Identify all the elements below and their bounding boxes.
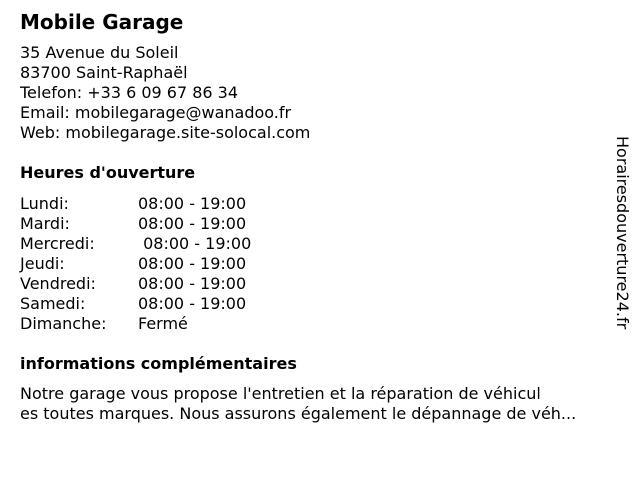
day-hours: 08:00 - 19:00	[138, 294, 247, 313]
email-address: Email: mobilegarage@wanadoo.fr	[20, 103, 292, 122]
opening-hours-heading: Heures d'ouverture	[20, 163, 196, 182]
website: Web: mobilegarage.site-solocal.com	[20, 123, 311, 142]
additional-info-heading: informations complémentaires	[20, 354, 297, 373]
phone-number: Telefon: +33 6 09 67 86 34	[20, 83, 239, 102]
day-hours: Fermé	[138, 314, 188, 333]
site-watermark-text: Horairesdouverture24.fr	[613, 136, 632, 330]
day-label: Mercredi:	[20, 234, 95, 253]
day-hours: 08:00 - 19:00	[138, 254, 247, 273]
day-label: Lundi:	[20, 194, 69, 213]
day-hours: 08:00 - 19:00	[138, 274, 247, 293]
contact-block	[20, 43, 310, 143]
day-hours: 08:00 - 19:00	[138, 214, 247, 233]
business-name: Mobile Garage	[20, 10, 184, 34]
address-city: 83700 Saint-Raphaël	[20, 63, 188, 82]
description-line: Notre garage vous propose l'entretien et la réparation de véhicul	[20, 384, 541, 403]
day-label: Jeudi:	[20, 254, 65, 273]
day-hours: 08:00 - 19:00	[138, 194, 247, 213]
site-watermark	[612, 136, 634, 346]
day-label: Samedi:	[20, 294, 86, 313]
business-description	[20, 384, 620, 424]
address-street: 35 Avenue du Soleil	[20, 43, 179, 62]
day-hours: 08:00 - 19:00	[138, 234, 252, 253]
day-label: Vendredi:	[20, 274, 96, 293]
day-label: Mardi:	[20, 214, 70, 233]
day-label: Dimanche:	[20, 314, 107, 333]
description-line: es toutes marques. Nous assurons également le dépannage de véh...	[20, 404, 577, 423]
